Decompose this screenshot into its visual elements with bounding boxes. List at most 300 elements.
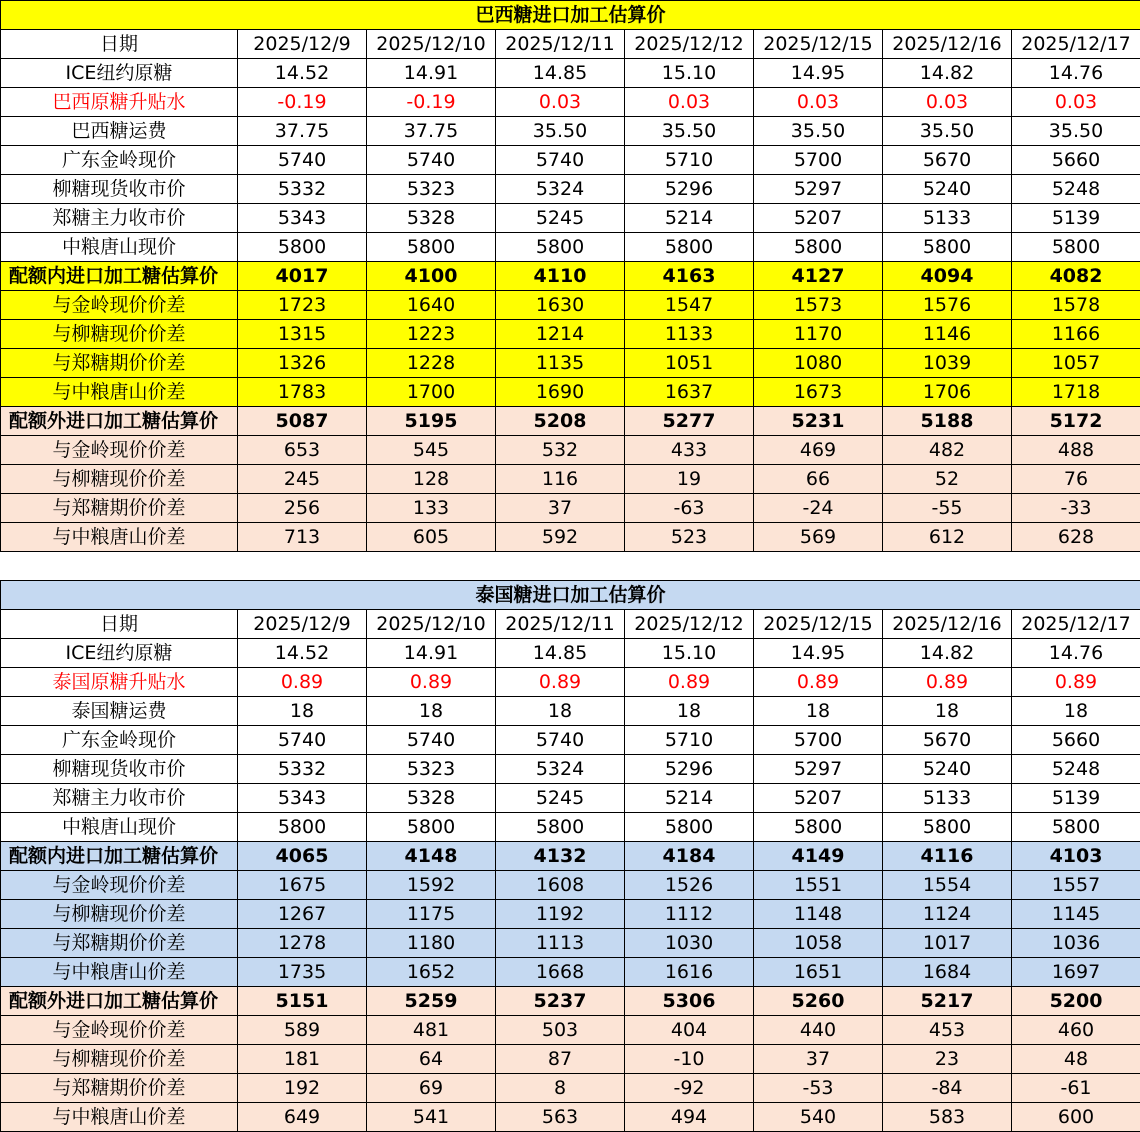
value-cell: 5323	[367, 755, 496, 784]
table-row	[1, 88, 1140, 117]
date-header-cell: 2025/12/17	[1012, 610, 1140, 639]
value-cell: 605	[367, 523, 496, 552]
value-cell: 1228	[367, 349, 496, 378]
value-cell: 1166	[1012, 320, 1140, 349]
value-cell: 14.82	[883, 59, 1012, 88]
value-cell: 1223	[367, 320, 496, 349]
value-cell: 1058	[754, 929, 883, 958]
row-label: 与中粮唐山价差	[1, 378, 238, 407]
value-cell: 5306	[625, 987, 754, 1016]
value-cell: 440	[754, 1016, 883, 1045]
value-cell: 1637	[625, 378, 754, 407]
value-cell: 23	[883, 1045, 1012, 1074]
value-cell: 1723	[238, 291, 367, 320]
value-cell: 569	[754, 523, 883, 552]
value-cell: 1616	[625, 958, 754, 987]
table-title: 巴西糖进口加工估算价	[1, 1, 1140, 30]
date-header-cell: 2025/12/9	[238, 610, 367, 639]
value-cell: 192	[238, 1074, 367, 1103]
value-cell: 5710	[625, 726, 754, 755]
value-cell: 37.75	[367, 117, 496, 146]
date-header-cell: 2025/12/16	[883, 30, 1012, 59]
value-cell: 5800	[883, 233, 1012, 262]
table-row	[1, 958, 1140, 987]
row-label: 与柳糖现价价差	[1, 900, 238, 929]
value-cell: 5277	[625, 407, 754, 436]
value-cell: 460	[1012, 1016, 1140, 1045]
value-cell: 14.85	[496, 639, 625, 668]
value-cell: -24	[754, 494, 883, 523]
value-cell: 0.89	[883, 668, 1012, 697]
value-cell: 1135	[496, 349, 625, 378]
value-cell: -0.19	[238, 88, 367, 117]
value-cell: -63	[625, 494, 754, 523]
value-cell: 5208	[496, 407, 625, 436]
value-cell: 5700	[754, 726, 883, 755]
value-cell: 0.03	[1012, 88, 1140, 117]
value-cell: 35.50	[625, 117, 754, 146]
value-cell: -10	[625, 1045, 754, 1074]
value-cell: 5087	[238, 407, 367, 436]
value-cell: 5133	[883, 204, 1012, 233]
row-label: 泰国糖运费	[1, 697, 238, 726]
value-cell: 5343	[238, 784, 367, 813]
value-cell: 1133	[625, 320, 754, 349]
row-label: 与郑糖期价价差	[1, 929, 238, 958]
value-cell: 4094	[883, 262, 1012, 291]
value-cell: 66	[754, 465, 883, 494]
value-cell: 18	[1012, 697, 1140, 726]
table-row	[1, 465, 1140, 494]
value-cell: -53	[754, 1074, 883, 1103]
date-header-label: 日期	[1, 30, 238, 59]
value-cell: 540	[754, 1103, 883, 1132]
value-cell: 5297	[754, 175, 883, 204]
row-label: 柳糖现货收市价	[1, 175, 238, 204]
value-cell: 14.85	[496, 59, 625, 88]
value-cell: 1326	[238, 349, 367, 378]
value-cell: 5214	[625, 204, 754, 233]
table-row	[1, 813, 1140, 842]
value-cell: 5296	[625, 175, 754, 204]
value-cell: 5800	[238, 233, 367, 262]
row-label: 柳糖现货收市价	[1, 755, 238, 784]
value-cell: 5195	[367, 407, 496, 436]
value-cell: 541	[367, 1103, 496, 1132]
table-row	[1, 233, 1140, 262]
value-cell: 563	[496, 1103, 625, 1132]
value-cell: 1700	[367, 378, 496, 407]
value-cell: 1608	[496, 871, 625, 900]
row-label: 巴西原糖升贴水	[1, 88, 238, 117]
value-cell: 4127	[754, 262, 883, 291]
value-cell: 5740	[496, 726, 625, 755]
row-label: 与郑糖期价价差	[1, 349, 238, 378]
date-header-cell: 2025/12/15	[754, 30, 883, 59]
value-cell: 5800	[367, 233, 496, 262]
table-row	[1, 117, 1140, 146]
value-cell: 5260	[754, 987, 883, 1016]
table-row	[1, 639, 1140, 668]
value-cell: 482	[883, 436, 1012, 465]
value-cell: 14.76	[1012, 639, 1140, 668]
date-header-cell: 2025/12/11	[496, 610, 625, 639]
value-cell: 14.52	[238, 59, 367, 88]
row-label: 泰国原糖升贴水	[1, 668, 238, 697]
value-cell: 5800	[496, 233, 625, 262]
value-cell: 4132	[496, 842, 625, 871]
value-cell: 5237	[496, 987, 625, 1016]
value-cell: 5248	[1012, 755, 1140, 784]
table-row	[1, 726, 1140, 755]
value-cell: 532	[496, 436, 625, 465]
value-cell: 5660	[1012, 726, 1140, 755]
value-cell: 4017	[238, 262, 367, 291]
value-cell: 5207	[754, 204, 883, 233]
value-cell: 1697	[1012, 958, 1140, 987]
value-cell: 5800	[367, 813, 496, 842]
table-row	[1, 1074, 1140, 1103]
value-cell: 481	[367, 1016, 496, 1045]
table-row	[1, 320, 1140, 349]
table-row	[1, 1016, 1140, 1045]
row-label: 与金岭现价价差	[1, 871, 238, 900]
value-cell: 5214	[625, 784, 754, 813]
value-cell: 5296	[625, 755, 754, 784]
value-cell: 649	[238, 1103, 367, 1132]
value-cell: 5740	[496, 146, 625, 175]
table-row	[1, 697, 1140, 726]
table-row	[1, 349, 1140, 378]
value-cell: 1170	[754, 320, 883, 349]
table-row	[1, 929, 1140, 958]
value-cell: 0.89	[367, 668, 496, 697]
value-cell: 0.89	[496, 668, 625, 697]
value-cell: 35.50	[496, 117, 625, 146]
value-cell: 5200	[1012, 987, 1140, 1016]
value-cell: 5343	[238, 204, 367, 233]
value-cell: 1036	[1012, 929, 1140, 958]
value-cell: 1783	[238, 378, 367, 407]
value-cell: 1145	[1012, 900, 1140, 929]
value-cell: 5740	[238, 146, 367, 175]
table-row	[1, 378, 1140, 407]
date-header-label: 日期	[1, 610, 238, 639]
value-cell: 5217	[883, 987, 1012, 1016]
value-cell: 1735	[238, 958, 367, 987]
value-cell: 1080	[754, 349, 883, 378]
value-cell: 1652	[367, 958, 496, 987]
value-cell: 1267	[238, 900, 367, 929]
row-label: 与柳糖现价价差	[1, 1045, 238, 1074]
value-cell: 48	[1012, 1045, 1140, 1074]
value-cell: -84	[883, 1074, 1012, 1103]
value-cell: 0.03	[625, 88, 754, 117]
value-cell: -55	[883, 494, 1012, 523]
table-title-row	[1, 1, 1140, 30]
value-cell: 1673	[754, 378, 883, 407]
value-cell: 1690	[496, 378, 625, 407]
value-cell: 4149	[754, 842, 883, 871]
date-header-cell: 2025/12/15	[754, 610, 883, 639]
value-cell: 87	[496, 1045, 625, 1074]
value-cell: 1039	[883, 349, 1012, 378]
value-cell: 5323	[367, 175, 496, 204]
value-cell: 1640	[367, 291, 496, 320]
value-cell: 545	[367, 436, 496, 465]
value-cell: 14.76	[1012, 59, 1140, 88]
value-cell: 628	[1012, 523, 1140, 552]
value-cell: 14.95	[754, 59, 883, 88]
value-cell: 5248	[1012, 175, 1140, 204]
row-label: 中粮唐山现价	[1, 233, 238, 262]
value-cell: 1148	[754, 900, 883, 929]
value-cell: 4184	[625, 842, 754, 871]
value-cell: -0.19	[367, 88, 496, 117]
table-title: 泰国糖进口加工估算价	[1, 581, 1140, 610]
value-cell: 14.91	[367, 639, 496, 668]
value-cell: 1592	[367, 871, 496, 900]
value-cell: 4100	[367, 262, 496, 291]
row-label: 郑糖主力收市价	[1, 204, 238, 233]
value-cell: 453	[883, 1016, 1012, 1045]
table-row	[1, 175, 1140, 204]
value-cell: 1675	[238, 871, 367, 900]
date-header-cell: 2025/12/10	[367, 30, 496, 59]
value-cell: 5670	[883, 726, 1012, 755]
value-cell: 1651	[754, 958, 883, 987]
value-cell: 1684	[883, 958, 1012, 987]
value-cell: 5324	[496, 175, 625, 204]
value-cell: 589	[238, 1016, 367, 1045]
value-cell: 18	[238, 697, 367, 726]
value-cell: 469	[754, 436, 883, 465]
value-cell: 5740	[238, 726, 367, 755]
value-cell: 116	[496, 465, 625, 494]
row-label: 与柳糖现价价差	[1, 465, 238, 494]
thailand-sugar-table	[0, 580, 1140, 1132]
value-cell: -33	[1012, 494, 1140, 523]
value-cell: 583	[883, 1103, 1012, 1132]
value-cell: 1180	[367, 929, 496, 958]
value-cell: 5800	[496, 813, 625, 842]
date-header-cell: 2025/12/9	[238, 30, 367, 59]
value-cell: 69	[367, 1074, 496, 1103]
value-cell: 35.50	[1012, 117, 1140, 146]
value-cell: 18	[367, 697, 496, 726]
row-label: 巴西糖运费	[1, 117, 238, 146]
date-header-row	[1, 30, 1140, 59]
value-cell: 5240	[883, 755, 1012, 784]
value-cell: 1706	[883, 378, 1012, 407]
value-cell: 5670	[883, 146, 1012, 175]
table-title-row	[1, 581, 1140, 610]
value-cell: 5660	[1012, 146, 1140, 175]
table-row	[1, 987, 1140, 1016]
row-label: ICE纽约原糖	[1, 59, 238, 88]
value-cell: 1113	[496, 929, 625, 958]
value-cell: 5139	[1012, 204, 1140, 233]
date-header-cell: 2025/12/12	[625, 30, 754, 59]
value-cell: 4148	[367, 842, 496, 871]
value-cell: 5328	[367, 784, 496, 813]
table-row	[1, 436, 1140, 465]
value-cell: 1315	[238, 320, 367, 349]
table-row	[1, 1045, 1140, 1074]
value-cell: 5800	[1012, 813, 1140, 842]
date-header-cell: 2025/12/17	[1012, 30, 1140, 59]
value-cell: 1718	[1012, 378, 1140, 407]
value-cell: 1146	[883, 320, 1012, 349]
value-cell: 612	[883, 523, 1012, 552]
table-row	[1, 668, 1140, 697]
value-cell: 37	[754, 1045, 883, 1074]
value-cell: 1551	[754, 871, 883, 900]
value-cell: 19	[625, 465, 754, 494]
value-cell: 5245	[496, 204, 625, 233]
value-cell: 1030	[625, 929, 754, 958]
value-cell: 64	[367, 1045, 496, 1074]
value-cell: 1175	[367, 900, 496, 929]
value-cell: 5172	[1012, 407, 1140, 436]
value-cell: 1573	[754, 291, 883, 320]
row-label: ICE纽约原糖	[1, 639, 238, 668]
table-row	[1, 59, 1140, 88]
value-cell: 256	[238, 494, 367, 523]
row-label: 中粮唐山现价	[1, 813, 238, 842]
value-cell: 1526	[625, 871, 754, 900]
value-cell: 5240	[883, 175, 1012, 204]
value-cell: 181	[238, 1045, 367, 1074]
value-cell: 18	[883, 697, 1012, 726]
row-label: 与金岭现价价差	[1, 291, 238, 320]
value-cell: 5740	[367, 726, 496, 755]
value-cell: 404	[625, 1016, 754, 1045]
table-row	[1, 1103, 1140, 1132]
date-header-cell: 2025/12/12	[625, 610, 754, 639]
table-row	[1, 494, 1140, 523]
value-cell: 18	[496, 697, 625, 726]
value-cell: 0.03	[496, 88, 625, 117]
value-cell: 1192	[496, 900, 625, 929]
value-cell: 76	[1012, 465, 1140, 494]
row-label: 与郑糖期价价差	[1, 1074, 238, 1103]
value-cell: 5207	[754, 784, 883, 813]
value-cell: 0.89	[1012, 668, 1140, 697]
row-label: 与郑糖期价价差	[1, 494, 238, 523]
value-cell: 5133	[883, 784, 1012, 813]
value-cell: 1124	[883, 900, 1012, 929]
table-row	[1, 784, 1140, 813]
value-cell: 5188	[883, 407, 1012, 436]
row-label: 配额外进口加工糖估算价	[1, 987, 238, 1016]
value-cell: 4065	[238, 842, 367, 871]
value-cell: 0.89	[238, 668, 367, 697]
row-label: 配额内进口加工糖估算价	[1, 842, 238, 871]
value-cell: 1057	[1012, 349, 1140, 378]
value-cell: 5800	[625, 233, 754, 262]
value-cell: 14.91	[367, 59, 496, 88]
table-row	[1, 755, 1140, 784]
value-cell: 433	[625, 436, 754, 465]
value-cell: 5332	[238, 755, 367, 784]
table-row	[1, 407, 1140, 436]
value-cell: -61	[1012, 1074, 1140, 1103]
value-cell: 1668	[496, 958, 625, 987]
value-cell: 5297	[754, 755, 883, 784]
value-cell: 5800	[625, 813, 754, 842]
value-cell: 1630	[496, 291, 625, 320]
value-cell: 1051	[625, 349, 754, 378]
value-cell: 5259	[367, 987, 496, 1016]
value-cell: 494	[625, 1103, 754, 1132]
value-cell: 35.50	[754, 117, 883, 146]
value-cell: 0.89	[625, 668, 754, 697]
table-row	[1, 146, 1140, 175]
value-cell: 5800	[238, 813, 367, 842]
value-cell: 5740	[367, 146, 496, 175]
value-cell: 4082	[1012, 262, 1140, 291]
value-cell: 14.82	[883, 639, 1012, 668]
value-cell: 503	[496, 1016, 625, 1045]
value-cell: 15.10	[625, 639, 754, 668]
value-cell: 1214	[496, 320, 625, 349]
value-cell: 523	[625, 523, 754, 552]
value-cell: 600	[1012, 1103, 1140, 1132]
date-header-cell: 2025/12/10	[367, 610, 496, 639]
date-header-row	[1, 610, 1140, 639]
value-cell: 18	[754, 697, 883, 726]
value-cell: 5324	[496, 755, 625, 784]
table-row	[1, 900, 1140, 929]
table-row	[1, 291, 1140, 320]
value-cell: 15.10	[625, 59, 754, 88]
value-cell: 245	[238, 465, 367, 494]
value-cell: 1554	[883, 871, 1012, 900]
value-cell: 5800	[883, 813, 1012, 842]
value-cell: 5710	[625, 146, 754, 175]
table-row	[1, 204, 1140, 233]
value-cell: 5231	[754, 407, 883, 436]
value-cell: 52	[883, 465, 1012, 494]
value-cell: 1112	[625, 900, 754, 929]
value-cell: -92	[625, 1074, 754, 1103]
table-row	[1, 523, 1140, 552]
value-cell: 488	[1012, 436, 1140, 465]
table-row	[1, 871, 1140, 900]
table-row	[1, 842, 1140, 871]
value-cell: 1017	[883, 929, 1012, 958]
value-cell: 5139	[1012, 784, 1140, 813]
value-cell: 0.03	[883, 88, 1012, 117]
value-cell: 4116	[883, 842, 1012, 871]
date-header-cell: 2025/12/16	[883, 610, 1012, 639]
row-label: 与金岭现价价差	[1, 436, 238, 465]
row-label: 广东金岭现价	[1, 146, 238, 175]
value-cell: 5245	[496, 784, 625, 813]
value-cell: 5800	[754, 233, 883, 262]
value-cell: 14.95	[754, 639, 883, 668]
value-cell: 133	[367, 494, 496, 523]
value-cell: 1576	[883, 291, 1012, 320]
value-cell: 1278	[238, 929, 367, 958]
value-cell: 5800	[754, 813, 883, 842]
brazil-sugar-table	[0, 0, 1140, 552]
value-cell: 5700	[754, 146, 883, 175]
value-cell: 5332	[238, 175, 367, 204]
value-cell: 1557	[1012, 871, 1140, 900]
row-label: 与中粮唐山价差	[1, 958, 238, 987]
